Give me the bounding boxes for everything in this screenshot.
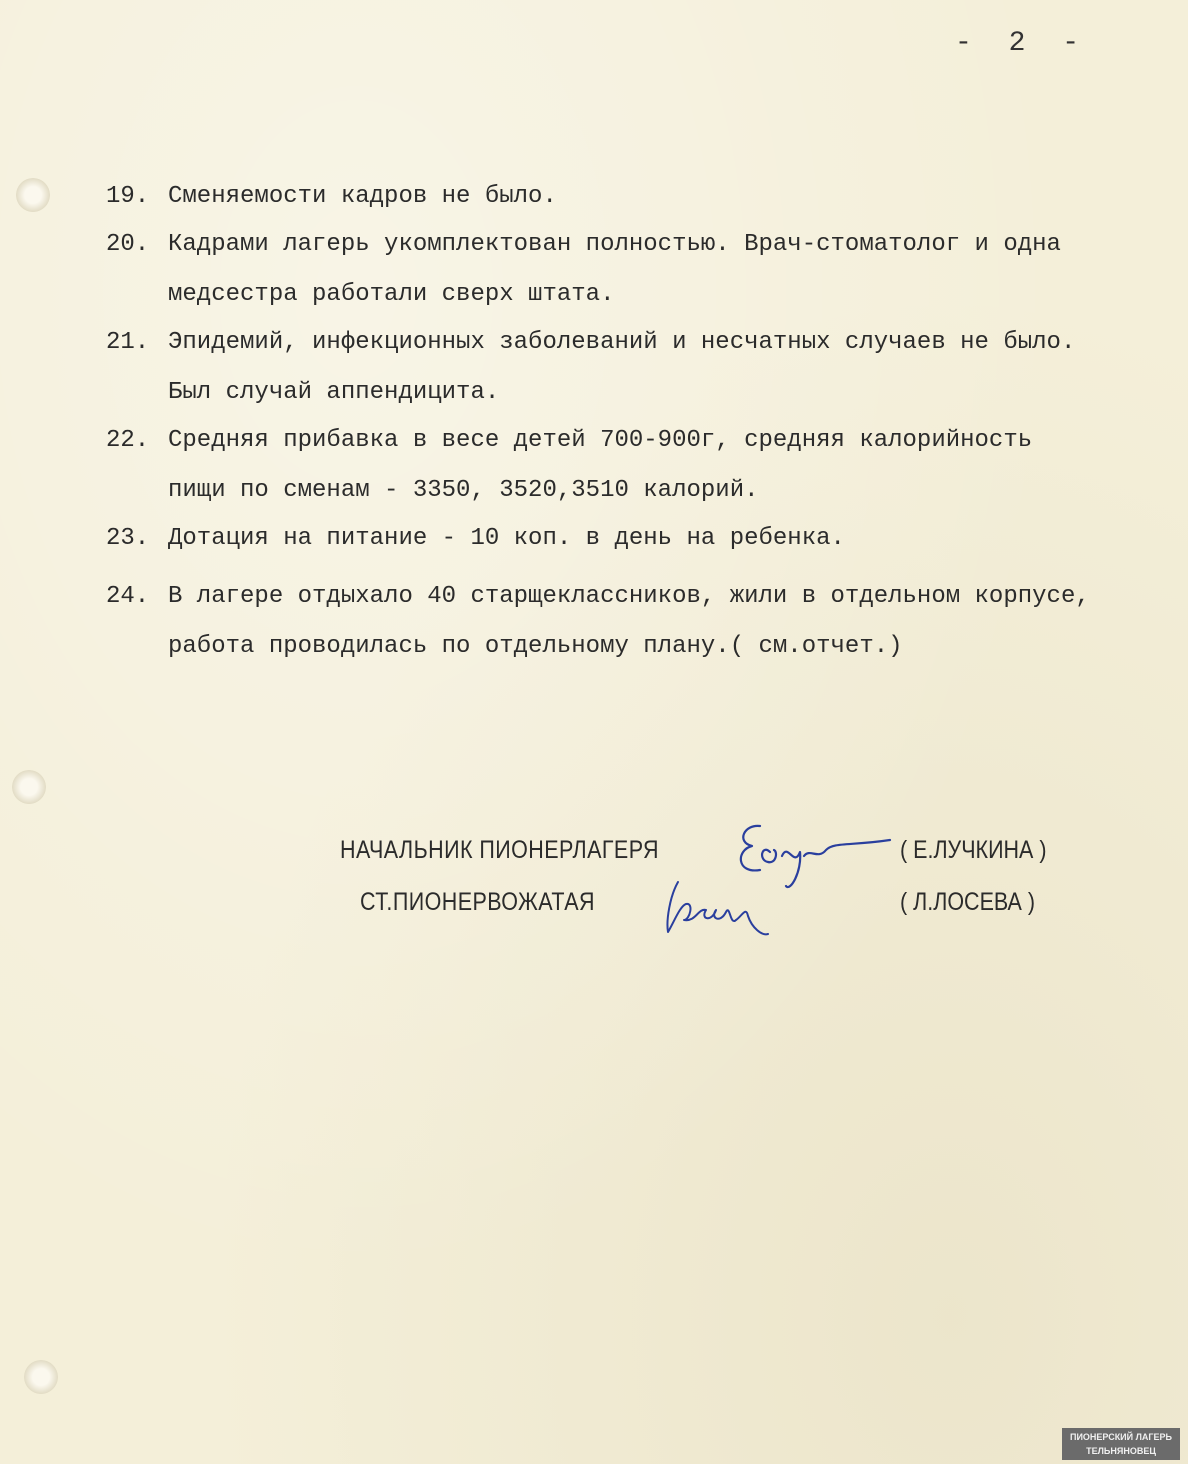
list-item [100,416,1150,516]
signatory-name: ( Л.ЛОСЕВА ) [900,888,1036,916]
list-item [100,172,1150,222]
item-line: медсестра работали сверх штата. [168,281,615,308]
punch-hole-bottom [24,1360,58,1394]
punch-hole-middle [12,770,46,804]
item-number: 19. [106,183,150,210]
item-line: Дотация на питание - 10 коп. в день на ребенка. [168,525,845,552]
item-line: Эпидемий, инфекционных заболеваний и несчатных случаев не было. [168,329,1076,356]
item-number: 23. [106,525,150,552]
item-line: Сменяемости кадров не было. [168,183,557,210]
item-line: Средняя прибавка в весе детей 700-900г, средняя калорийность [168,427,1033,454]
item-line: пищи по сменам - 3350, 3520,3510 калорий. [168,477,759,504]
list-item [100,514,1150,564]
signatory-title: СТ.ПИОНЕРВОЖАТАЯ [360,888,595,916]
handwritten-signature-loseva [660,876,780,946]
item-number: 21. [106,329,150,356]
list-item [100,220,1150,320]
item-line: Был случай аппендицита. [168,379,500,406]
item-line: работа проводилась по отдельному плану.( см.отчет.) [168,633,903,660]
list-item [100,572,1150,672]
numbered-items [100,172,1150,672]
page-number: - 2 - [955,28,1090,59]
item-number: 20. [106,231,150,258]
item-number: 24. [106,583,150,610]
item-line: В лагере отдыхало 40 старщеклассников, жили в отдельном корпусе, [168,583,1090,610]
punch-hole-top [16,178,50,212]
archive-watermark [1062,1428,1180,1460]
watermark-line: ТЕЛЬНЯНОВЕЦ [1086,1446,1156,1456]
watermark-line: ПИОНЕРСКИЙ ЛАГЕРЬ [1069,1432,1173,1442]
signatory-name: ( Е.ЛУЧКИНА ) [900,836,1047,864]
item-number: 22. [106,427,150,454]
list-item [100,318,1150,418]
item-line: Кадрами лагерь укомплектован полностью. Врач-стоматолог и одна [168,231,1061,258]
signatory-title: НАЧАЛЬНИК ПИОНЕРЛАГЕРЯ [340,836,659,864]
